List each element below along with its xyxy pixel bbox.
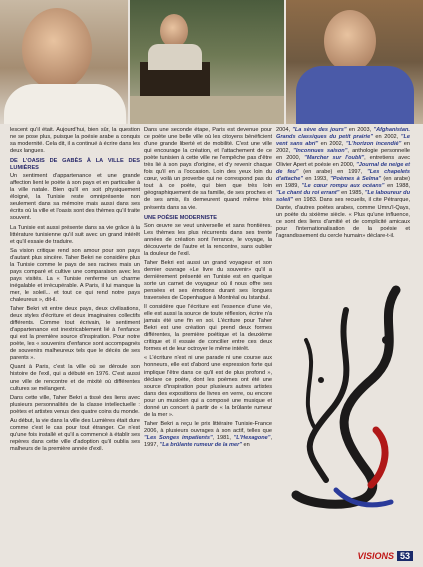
paragraph: Au début, la vie dans la ville des Lumières était dure comme c'est le cas pour tout étranger. Ce n'est qu'une fois installé et qu'il a commencé à établir ses repères dans cette ville d'adoption qu'il oublia ses malheurs de la première année d'exil.	[10, 417, 140, 452]
magazine-name: VISIONS	[357, 551, 394, 561]
paragraph: Quant à Paris, c'est la ville où se déroule son histoire de l'exil, qui a débuté en 1976. C'est aussi une ville de rencontre et de mixité où différentes cultures se mélangent.	[10, 364, 140, 392]
book-title: "La brûlante rumeur de la mer"	[159, 441, 242, 448]
book-title: "Le laboureur du soleil"	[276, 190, 411, 204]
calligraphy-stroke	[306, 340, 316, 430]
text: en 1988,	[384, 183, 410, 190]
paragraph: lescent qu'il était. Aujourd'hui, bien sûr, la question ne se pose plus, puisque la poésie arabe a conquis sa modernité. Cela dit, il a continué à écrire dans les deux langues.	[10, 127, 140, 155]
paragraph: La Tunisie est aussi présente dans sa vie grâce à la littérature tunisienne qu'il suit avec un grand intérêt et qu'il essaie de traduire.	[10, 224, 140, 245]
desk-surface	[130, 96, 284, 124]
portrait-photo-left	[0, 0, 128, 124]
paragraph: Un sentiment d'appartenance et une grande affection lient le poète à son pays et en particulier à la ville natale. Bien qu'il en soit physiquement éloigné, la Tunisie reste omniprésente non seulement dans sa mémoire mais aussi dans ses écrits où la ville et l'oasis sont des thèmes qu'il traite souvent.	[10, 173, 140, 222]
paragraph: Taher Bekri vit entre deux pays, deux civilisations, deux styles d'écriture et deux imaginaires collectifs différents. Comme tout écrivain, le sentiment d'appartenance est inextricablement lié à l'enfance qui est la première source d'inspiration. Pour notre poète, les « souvenirs d'enfance sont accompagnés de souvenirs malheureux tels que le décès de ses parents ».	[10, 306, 140, 362]
book-title: "Le chant du roi errant"	[276, 190, 340, 197]
text: en 2002,	[276, 141, 410, 155]
book-title: "Marcher sur l'oubli"	[304, 155, 365, 162]
page-number: 53	[397, 551, 413, 561]
poet-face	[22, 8, 92, 90]
works-list	[276, 127, 410, 240]
calligraphy-dot	[382, 336, 390, 344]
paragraph: Dans cette ville, Taher Bekri a tissé des liens avec plusieurs personnalités de la classe intellectuelle : poètes et artistes venus des quatre coins du monde.	[10, 394, 140, 415]
book-title: "Afghanistan. Grands classiques du petit prairie"	[276, 127, 410, 141]
poet-shirt	[4, 84, 126, 124]
paragraph: Son œuvre se veut universelle et sans frontières. Les thèmes les plus récurrents dans ses trente années de création sont l'errance, le voyage, la découverte de l'autre et la rencontre, sans oublier la douleur de l'exil.	[144, 222, 272, 257]
text: Taher Bekri a reçu le prix littéraire Tunisie-France 2006, à plusieurs ouvrages à son actif, telles que	[144, 420, 272, 434]
section-heading: DE L'OASIS DE GABÈS À LA VILLE DES LUMIÈRES	[10, 158, 140, 172]
text: , 1997,	[144, 434, 273, 448]
poet-face-desk	[160, 14, 188, 48]
text: en 1983. Dans ses recueils, il cite Pétrarque, Dante, d'autres poètes arabes, comme Umru'l-Qays, un poète du sixième siècle. « Plus qu'une influence, ce sont des liens d'amitié et de complicité amicaux pour l'internationalisation de la poésie et l'agrandissement du cercle humain» déclare-t-il.	[276, 197, 410, 239]
text: en 1985,	[339, 190, 364, 197]
book-title: "Poèmes à Selma"	[330, 176, 382, 183]
desk-photo	[130, 0, 284, 124]
section-heading: UNE POÉSIE MODERNISTE	[144, 214, 218, 221]
photo-strip	[0, 0, 423, 124]
text: (en arabe) en 1989,	[276, 176, 410, 190]
calligraphy-stroke	[310, 310, 347, 480]
poet-face-right	[324, 10, 376, 72]
poet-shirt-desk	[148, 44, 202, 70]
text: , anthologie personnelle en 2000,	[276, 148, 410, 162]
book-title: "Les Songes impatients"	[144, 434, 213, 441]
book-title: "Le vent sans abri"	[276, 134, 410, 148]
paragraph-works	[144, 421, 272, 449]
portrait-photo-right	[286, 0, 423, 124]
text: en 1993,	[303, 176, 328, 183]
text: 2004,	[276, 127, 290, 133]
column-2	[144, 127, 272, 557]
paragraph: Il considère que l'écriture est l'essence d'une vie, elle est aussi la source de toute réflexion, écrire n'a jamais été une fin en soi. L'écriture pour Taher Bekri est une création qui prend deux formes différentes, la première poétique et la deuxième critique et il essaie de concilier entre ces deux formes et de leur octroyer le même intérêt.	[144, 304, 272, 353]
paragraph: « L'écriture n'est ni une parade ni une course aux honneurs, elle est d'abord une expression forte qui implique l'être dans ce qu'il est de plus profond », déclare ce poète, dont les poèmes ont été une source d'inspiration pour plusieurs autres artistes dans des expositions de livres en verre, ou encore pour un musicien qui a composé une musique et donné un concert à partir de « la brûlante rumeur de la mer ».	[144, 355, 272, 418]
book-title: "Les chapelets d'attache"	[276, 169, 410, 183]
text: en 2002,	[372, 134, 399, 141]
book-title: "La sève des jours"	[292, 127, 347, 133]
text: , entretiens avec Olivier Apert et poésie en 2000,	[276, 155, 410, 169]
book-title: "L'horizon incendié"	[345, 141, 402, 148]
text: , 1981,	[212, 434, 231, 441]
book-title: "Inconnues saison"	[293, 148, 348, 155]
text: (en arabe) en 1997,	[298, 169, 363, 176]
column-3	[276, 127, 410, 267]
text: en 2002,	[318, 141, 344, 148]
page-footer	[357, 551, 413, 561]
arabic-calligraphy	[276, 280, 416, 520]
book-title: "Le cœur rompu aux océans"	[301, 183, 385, 190]
column-1	[10, 127, 140, 547]
paragraph: Sa vision critique rend son amour pour son pays d'autant plus sincère. Taher Bekri ne considère plus la Tunisie comme le pays de ses racines mais un pays comparé et cultive une comparaison avec les pays visités. La « Tunisie renferme un charme inégalable et irrécupérable. A Paris, il lui manque la mer, le soleil... et tout ce qui rend notre pays chaleureux », dit-il.	[10, 247, 140, 303]
text: en	[241, 441, 250, 448]
text: en 2003,	[346, 127, 372, 133]
book-title: "Journal de neige et de feu"	[276, 162, 410, 176]
paragraph: Dans une seconde étape, Paris est devenue pour ce poète une belle ville où les citoyens bénéficient d'une grande liberté et de mobilité. C'est une ville qui encourage la création, et l'attachement de ce poète tunisien à cette ville ne l'empêche pas d'être très lié à son pays d'origine, et d'y revenir chaque fois qu'il en a l'occasion. Loin des yeux loin du cœur, voilà un proverbe qui ne correspond pas du tout à ce poète, qui bien que très loin géographiquement de sa famille, de ses proches et de ses amis, ils demeurent quand même très présents dans sa vie.	[144, 127, 272, 211]
paragraph: Taher Bekri est aussi un grand voyageur et son dernier ouvrage «Le livre du souvenir» qu'il a dernièrement présenté en Tunisie est en quelque sorte un carnet de voyageur où il nous offre ses pensées et ses émotions durant ses longues traversées de Copenhague à Montréal ou Istanbul.	[144, 259, 272, 302]
book-title: "L'Hexagone"	[233, 434, 271, 441]
calligraphy-dot	[318, 377, 324, 383]
poet-shirt-right	[296, 66, 414, 124]
